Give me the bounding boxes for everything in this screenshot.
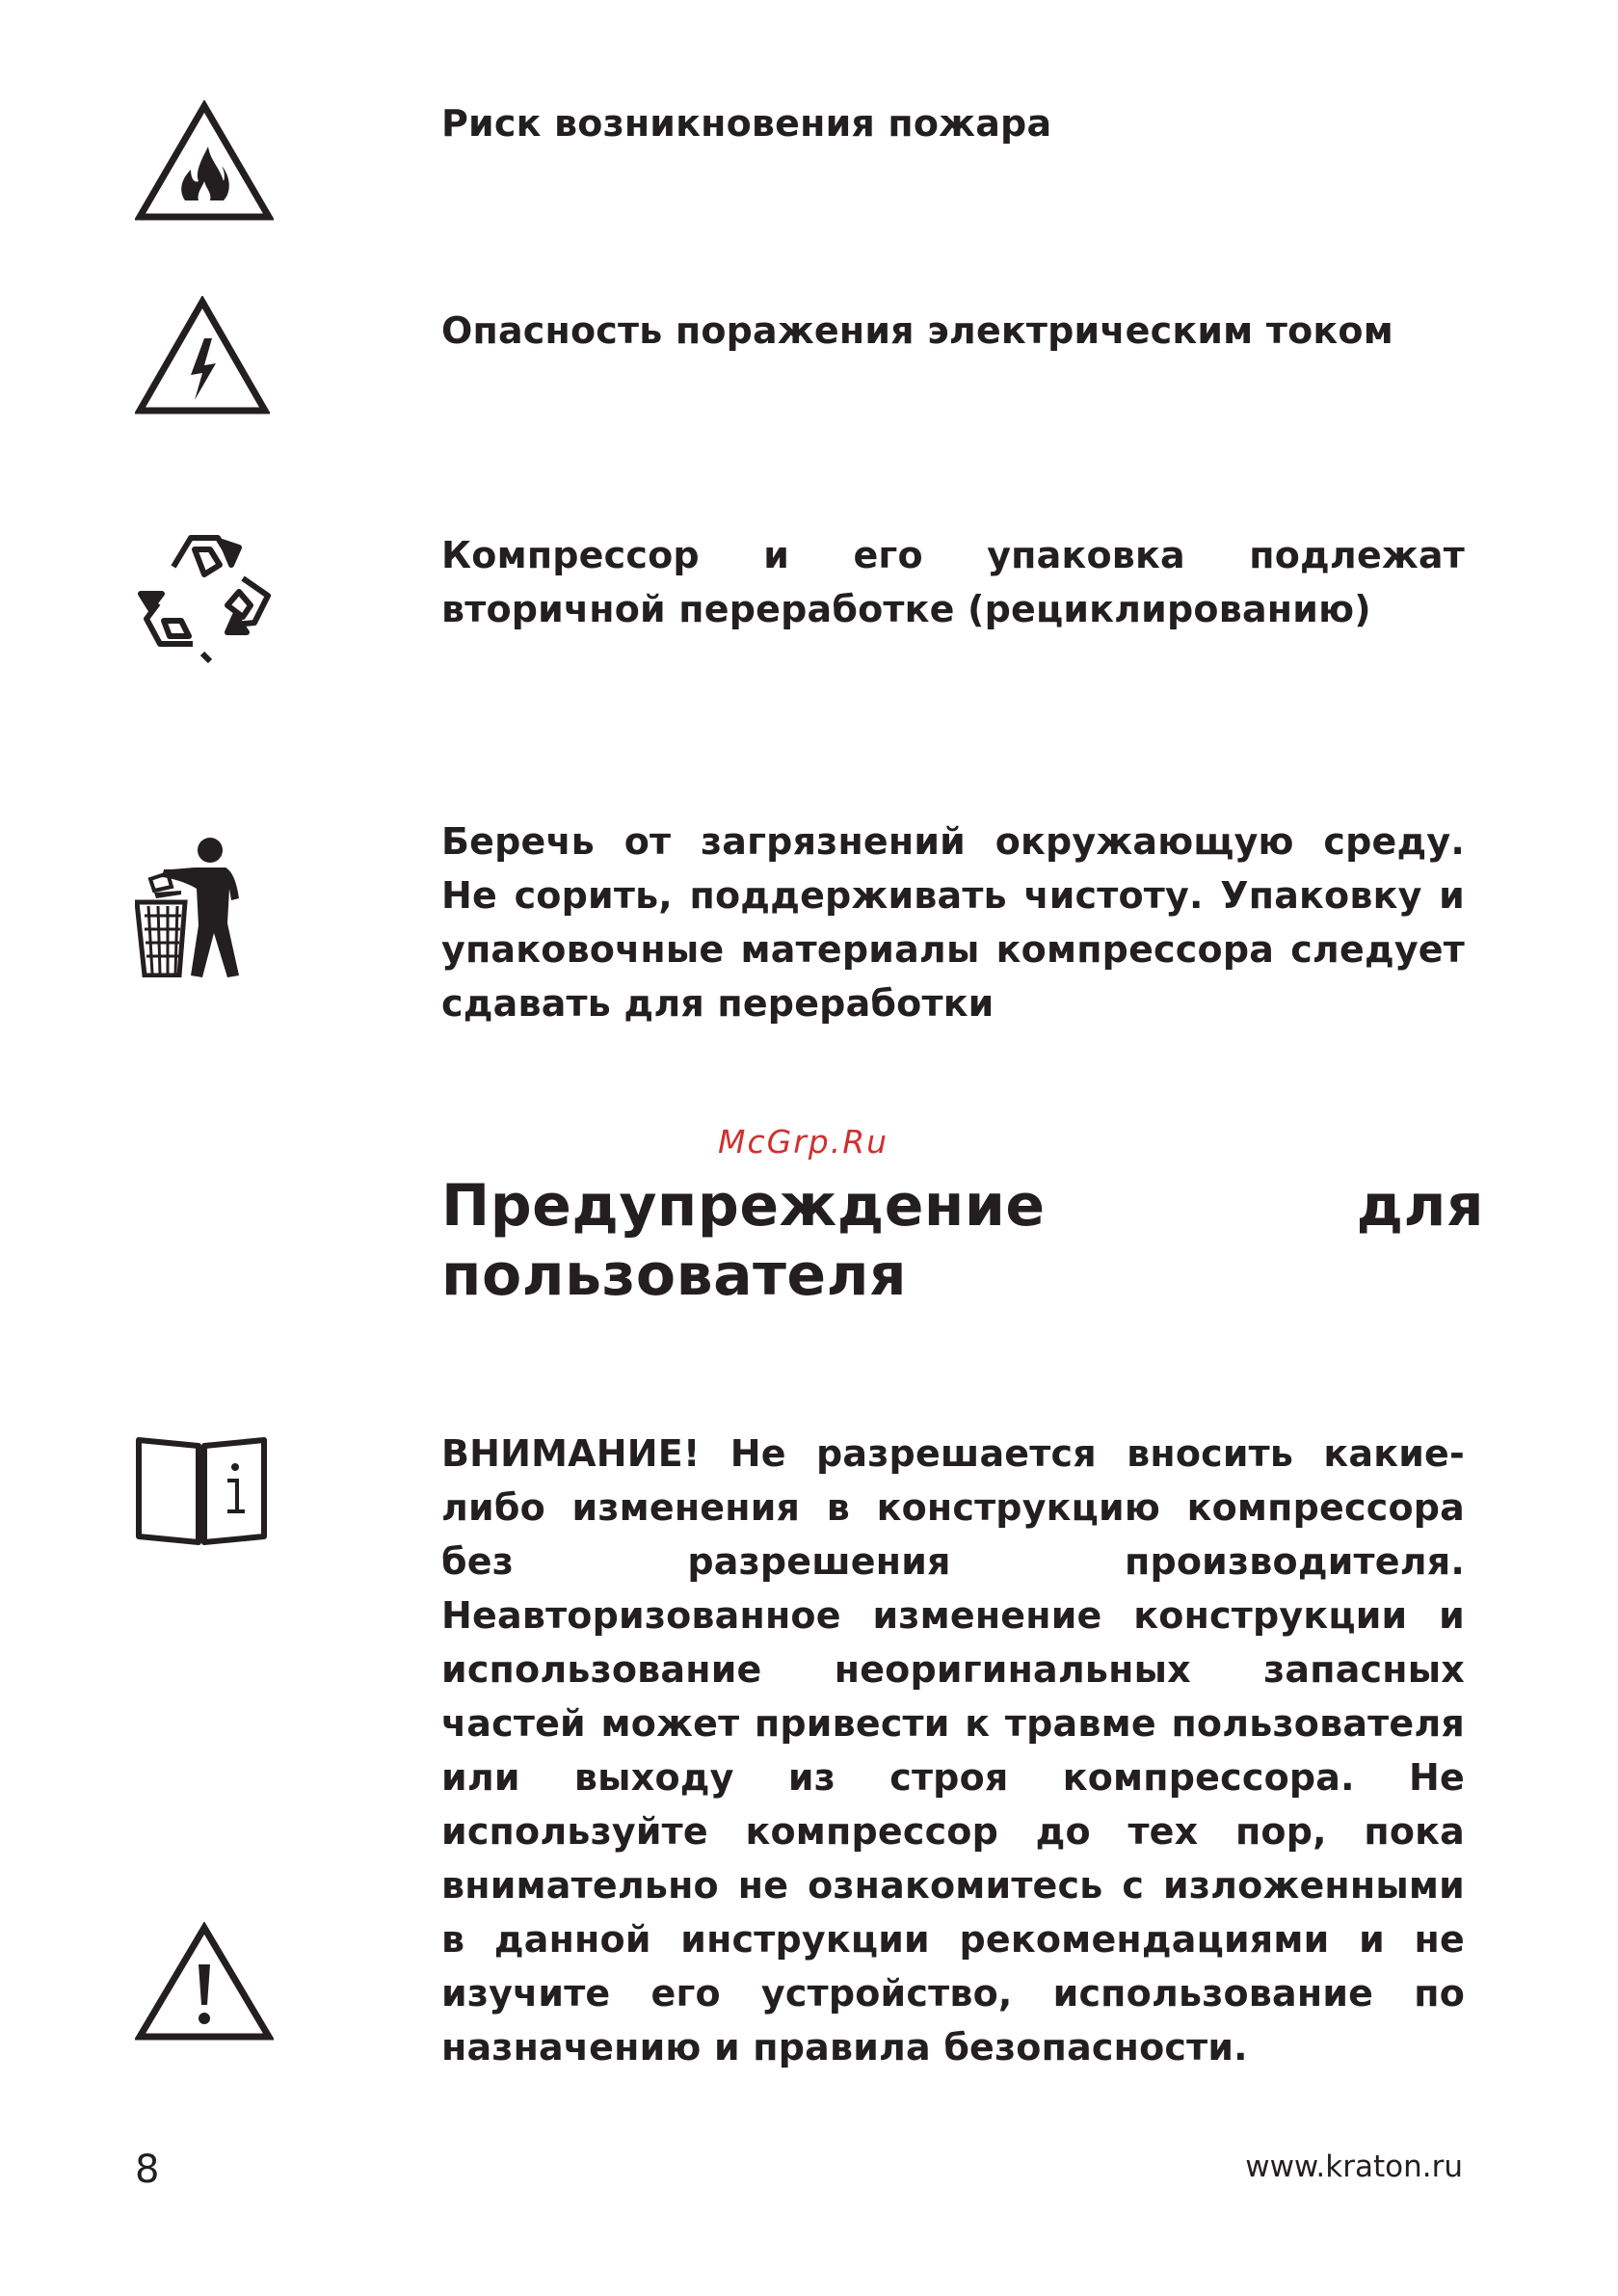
tidy-man-icon bbox=[135, 837, 243, 977]
warning-text: ВНИМАНИЕ! Не разрешается вносить какие-либо изменения в конструкцию компрессора без разрешения производителя. Неавторизованное изменение конструкции и использование неоригинальных запасных частей может привести к травме пользователя или выходу из строя компрессора. Не используйте компрессор до тех пор, пока внимательно не ознакомитесь с изложенными в данной инструкции рекомендациями и не изучите его устройство, использование по назначению и правила безопасности. bbox=[441, 1432, 1465, 2069]
page-heading: Предупреждение для пользователя bbox=[441, 1172, 1484, 1309]
section-environment-text: Беречь от загрязнений окружающую среду. Не сорить, поддерживать чистоту. Упаковку и упаковочные материалы компрессора следует сдавать для переработки bbox=[441, 820, 1465, 1025]
read-manual-icon bbox=[135, 1434, 268, 1548]
warning-exclamation-icon bbox=[135, 1922, 274, 2042]
section-electric-text: Опасность поражения электрическим током bbox=[441, 309, 1393, 352]
footer-url[interactable]: www.kraton.ru bbox=[1245, 2149, 1463, 2184]
fire-hazard-icon bbox=[135, 100, 274, 222]
section-recycle-text: Компрессор и его упаковка подлежат вторичной переработке (рециклированию) bbox=[441, 534, 1465, 630]
electric-shock-icon bbox=[135, 296, 270, 415]
recycle-icon bbox=[135, 528, 276, 665]
watermark-text: McGrp.Ru bbox=[718, 1123, 889, 1161]
page-number: 8 bbox=[135, 2148, 160, 2192]
section-fire-text: Риск возникновения пожара bbox=[441, 102, 1052, 145]
